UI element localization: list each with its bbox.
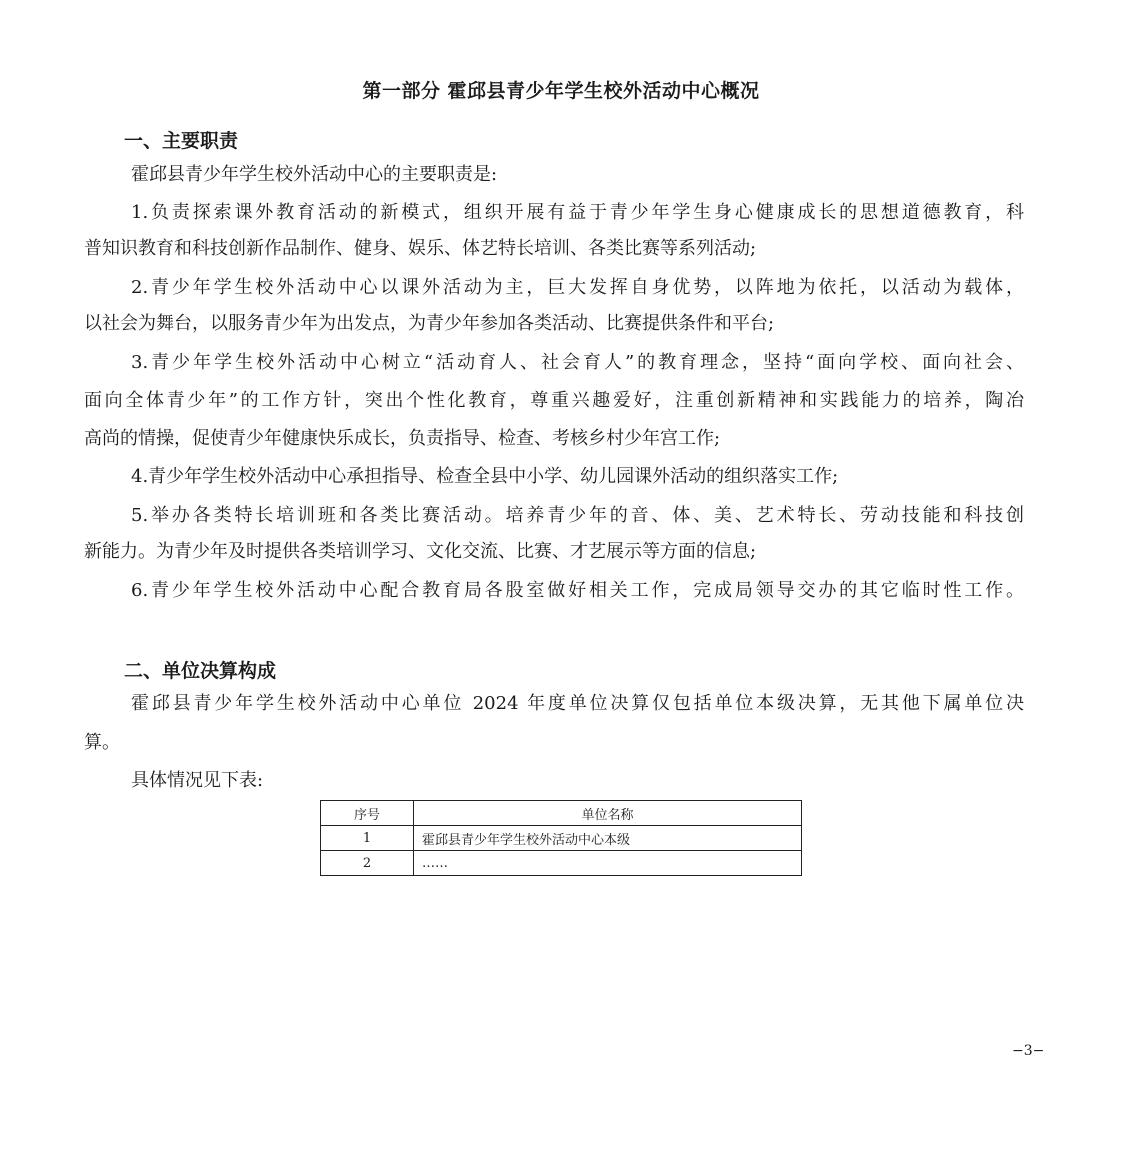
- cell-number: 1: [321, 826, 414, 851]
- paragraph-line: 面向全体青少年”的工作方针，突出个性化教育，尊重兴趣爱好，注重创新精神和实践能力的培养，陶冶: [84, 390, 1024, 411]
- paragraph-intro: 霍邱县青少年学生校外活动中心的主要职责是:: [131, 164, 498, 185]
- paragraph-line: 高尚的情操，促使青少年健康快乐成长，负责指导、检查、考核乡村少年宫工作;: [84, 428, 721, 449]
- cell-number: 2: [321, 851, 414, 876]
- page-title: 第一部分 霍邱县青少年学生校外活动中心概况: [362, 80, 760, 102]
- cell-unit-name: ……: [414, 851, 802, 876]
- table-row: [321, 851, 802, 876]
- table-row: [321, 826, 802, 851]
- page-number: −3−: [1012, 1043, 1045, 1059]
- section-heading-main-duties: 一、主要职责: [124, 130, 239, 152]
- paragraph-line: 以社会为舞台，以服务青少年为出发点，为青少年参加各类活动、比赛提供条件和平台;: [84, 313, 775, 334]
- units-table: [320, 800, 802, 876]
- paragraph-line: 4.青少年学生校外活动中心承担指导、检查全县中小学、幼儿园课外活动的组织落实工作;: [131, 466, 839, 487]
- paragraph-line: 新能力。为青少年及时提供各类培训学习、文化交流、比赛、才艺展示等方面的信息;: [84, 541, 757, 562]
- paragraph-line: 3.青少年学生校外活动中心树立“活动育人、社会育人”的教育理念，坚持“面向学校、面向社会、: [131, 352, 1024, 373]
- paragraph-line: 普知识教育和科技创新作品制作、健身、娱乐、体艺特长培训、各类比赛等系列活动;: [84, 238, 757, 259]
- paragraph-line: 5.举办各类特长培训班和各类比赛活动。培养青少年的音、体、美、艺术特长、劳动技能和科技创: [131, 505, 1024, 526]
- paragraph-line: 1.负责探索课外教育活动的新模式，组织开展有益于青少年学生身心健康成长的思想道德教育，科: [131, 202, 1024, 223]
- section-heading-budget-composition: 二、单位决算构成: [124, 660, 277, 682]
- paragraph-line: 6.青少年学生校外活动中心配合教育局各股室做好相关工作，完成局领导交办的其它临时性工作。: [131, 580, 1024, 601]
- paragraph-line: 算。: [84, 732, 120, 753]
- paragraph-line: 2.青少年学生校外活动中心以课外活动为主，巨大发挥自身优势，以阵地为依托，以活动为载体，: [131, 277, 1024, 298]
- column-header-unit-name: 单位名称: [414, 801, 802, 826]
- cell-unit-name: 霍邱县青少年学生校外活动中心本级: [414, 826, 802, 851]
- paragraph-line: 霍邱县青少年学生校外活动中心单位 2024 年度单位决算仅包括单位本级决算，无其他下属单位决: [131, 693, 1024, 714]
- table-header-row: [321, 801, 802, 826]
- column-header-number: 序号: [321, 801, 414, 826]
- paragraph-line: 具体情况见下表:: [131, 770, 264, 791]
